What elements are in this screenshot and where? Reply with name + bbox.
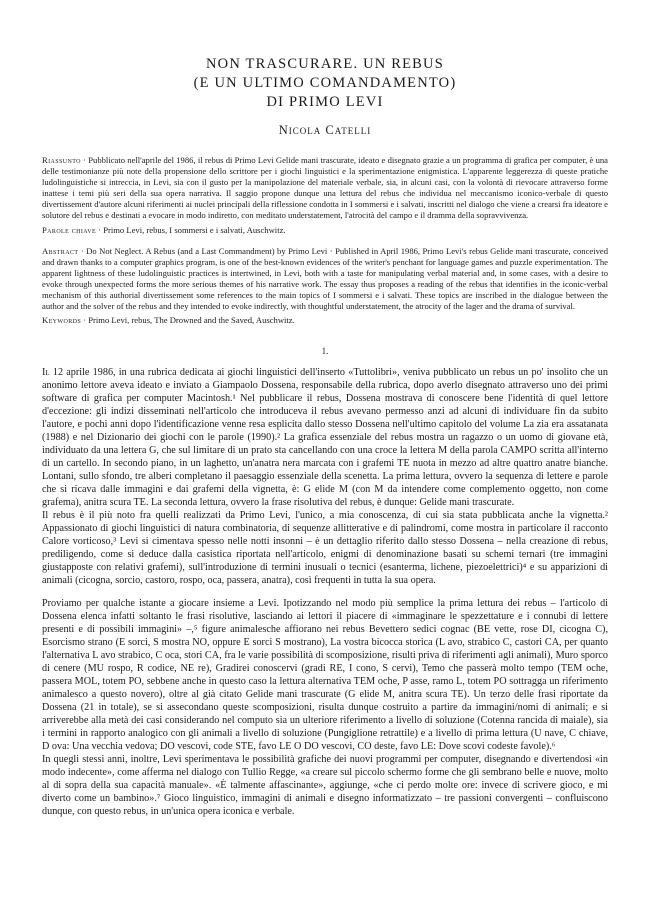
keywords-text: · Primo Levi, rebus, The Drowned and the Saved, Auschwitz. [81,315,295,326]
parole-chiave-label: Parole chiave [42,224,97,235]
abstract-label: Abstract [42,245,79,256]
author-name: Nicola Catelli [278,123,372,137]
body-paragraph-1 [42,366,608,509]
riassunto-label: Riassunto [42,155,81,165]
riassunto-paragraph [42,155,608,222]
riassunto-text: · Pubblicato nell'aprile del 1986, il rebus di Primo Levi Gelide mani trascurate, ideato e disegnato grazie a un programma di grafica per computer, è una delle testimonianze più note della propensione dello scrittore per i giochi linguistici e la sperimentazione enigmistica. L'apparente leggerezza di queste pratiche ludolinguistiche si intreccia, in Levi, sia con il gusto per la manipolazione del materiale verbale, sia, in alcuni casi, con la volontà di rievocare attraverso forme inattese i temi più seri della sua opera narrativa. Il saggio propone dunque una lettura del rebus che individua nel meccanismo iconico-verbale di questo divertissement d'autore alcuni riferimenti ai nuclei principali della riflessione condotta in I sommersi e i salvati, inscritti nel dialogo che viene a crearsi fra ideatore e solutore del rebus e destinati a evocare in modo indiretto, con meditato understatement, l'atrocità del campo e il dramma della sopravvivenza. [42,155,608,221]
abstracts [42,155,608,326]
body-paragraph-1-text: 12 aprile 1986, in una rubrica dedicata ai giochi linguistici dell'inserto «Tuttolibri», veniva pubblicato un rebus un po' insolito che un anonimo lettore aveva ideato e inviato a Giampaolo Dossena, responsabile della rubrica, dopo averlo disegnato attraverso uno dei primi software di grafica per computer Macintosh.¹ Nel pubblicare il rebus, Dossena mostrava di conoscere bene l'identità di quel lettore d'eccezione: gli indizi disseminati nell'articolo che introduceva il rebus avevano permesso anzi ad alcuni di individuare fin da subito l'autore, e pochi anni dopo l'identificazione venne resa esplicita dallo stesso Dossena nell'ultimo capitolo del volume La zia era assatanata (1988) e nel Dizionario dei giochi con le parole (1990).² La grafica essenziale del rebus mostra un ragazzo o un uomo di giovane età, individuato da una lettera G, che sul limitare di un prato sta cancellando con una croce la lettera M della parola CAMPO scritta all'interno di un cartello. In secondo piano, in un laghetto, un'anatra nera marcata con i grafemi TE nuota in mezzo ad altre quattro anatre bianche. Lontani, sullo sfondo, tre alberi completano il paesaggio essenziale della scenetta. La prima lettura, ovvero la sequenza di lettere e parole che si ricava dalle immagini e dai grafemi della vignetta, è: G elide M (con M da intendere come complemento oggetto, non come grafema), anitra scura TE. La seconda lettura, ovvero la frase risolutiva del rebus, è dunque: Gelide mani trascurate. [42,367,608,509]
parole-chiave-text: · Primo Levi, rebus, I sommersi e i salvati, Auschwitz. [96,224,286,235]
body-text [42,366,608,818]
parole-chiave-paragraph [42,225,608,236]
body-first-word: Il [42,367,50,379]
section-number: 1. [321,346,329,357]
body-paragraph-3: Proviamo per qualche istante a giocare insieme a Levi. Ipotizzando nel modo più semplice la prima lettura dei rebus – l'articolo di Dossena elenca infatti soltanto le frasi risolutive, lasciando ai lettori il piacere di «immaginare le spezzettature e i connubi di lettere presenti e di possibili immagini» –,⁵ figure animalesche affiorano nei rebus Bevettero sedici cognac (BE vette, rose DI, cicogna C), Esorcismo strano (E sorci, S mostra NO, oppure E sorci S mostrano), La vostra bicocca storica (L avo, strabico C, castori CA, per quanto l'alternativa L avo strabico, C oca, stori CA, fra le varie possibilità di scomposizione, risulti priva di riferimenti agli animali), Muro sporco di cenere (MU rospo, R codice, NE re), Gradirei conoscervi (gradi RE, I cono, S cervi), Temo che passerà molto tempo (TEM oche, passera MOL, totem PO, sebbene anche in questo caso la lettura alternativa TEM oche, P asse, ramo L, totem PO sottragga un riferimento animalesco a questo novero), oltre al già citato Gelide mani trascurate (G elide M, anitra scura TE). Un terzo delle frasi riportate da Dossena (21 in totale), se si assecondano queste scomposizioni, risulta dunque costruito a partire da immagini/nomi di animali; e si arriverebbe alla metà dei casi considerando nel computo sia un ulteriore riferimento a livello di soluzione (Cotenna rancida di maiale), sia i termini in rapporto analogico con gli animali a livello di soluzione (Pungiglione retrattile) e a livello di prima lettura (U nave, C chiave, D ova: Una vecchia vedova; DO vescovi, code STE, favo LE O DO vescovi, CO deste, favo LE: Dove scovi codeste favole).⁶ [42,598,608,753]
abstract-paragraph [42,246,608,313]
body-paragraph-4: In quegli stessi anni, inoltre, Levi sperimentava le possibilità grafiche dei nuovi programmi per computer, disegnando e divertendosi «in modo indecente», come afferma nel dialogo con Tullio Regge, «a creare sul piccolo schermo forme che gli sembrano belle e nuove, molto al di sopra della sua capacità manuale». «È talmente affascinante», aggiunge, «che ci perdo molte ore: invece di scrivere gioco, e mi diverto come un bambino».⁷ Gioco linguistico, immagini di animali e disegno informatizzato – tre passioni convergenti – confluiscono dunque, con questo rebus, in un'unica opera iconica e verbale. [42,754,608,818]
title-line-2: (E UN ULTIMO COMANDAMENTO) [193,75,457,91]
keywords-paragraph [42,315,608,326]
title-line-1: NON TRASCURARE. UN REBUS [205,56,444,72]
keywords-label: Keywords [42,315,82,326]
title-block [0,0,650,138]
abstract-text: · Do Not Neglect. A Rebus (and a Last Commandment) by Primo Levi · Published in April 1986, Primo Levi's rebus Gelide mani trascurate, conceived and drawn thanks to a computer graphics program, is one of the best-known evidences of the writer's penchant for language games and puzzle experimentation. The apparent lightness of these ludolinguistic practices is intertwined, in Levi, both with a taste for manipulating verbal material and, in some cases, with a desire to evoke through unexpected forms the more serious themes of his narrative work. The essay thus proposes a reading of the rebus that identifies in the iconic-verbal mechanism of this authorial divertissement some references to the main topics of I sommersi e i salvati. These topics are inscribed in the dialogue between the author and the solver of the rebus and they intended to evoke indirectly, with thoughtful understatement, the atrocity of the lager and the drama of survival. [42,245,608,312]
body-paragraph-2: Il rebus è il più noto fra quelli realizzati da Primo Levi, l'unico, a mia conoscenza, di cui sia stata pubblicata anche la vignetta.² Appassionato di giochi linguistici di natura combinatoria, di sequenze allitterative e di palindromi, come mostra in particolare il racconto Calore vorticoso,³ Levi si cimentava spesso nelle notti insonni – è un dettaglio riferito dallo stesso Dossena – nella creazione di rebus, prediligendo, come si deduce dalla casistica riportata nell'articolo, enigmi di denominazione basati su schemi ternari (tre immagini giustapposte con relativi grafemi), sull'introduzione di termini inusuali o tecnici (esanterma, lichene, piezoelettrici)⁴ e su apparizioni di animali (cicogna, sorcio, castoro, rospo, oca, passera, anatra), così frequenti in tutta la sua opera. [42,510,608,587]
title-line-3: DI PRIMO LEVI [266,94,384,110]
